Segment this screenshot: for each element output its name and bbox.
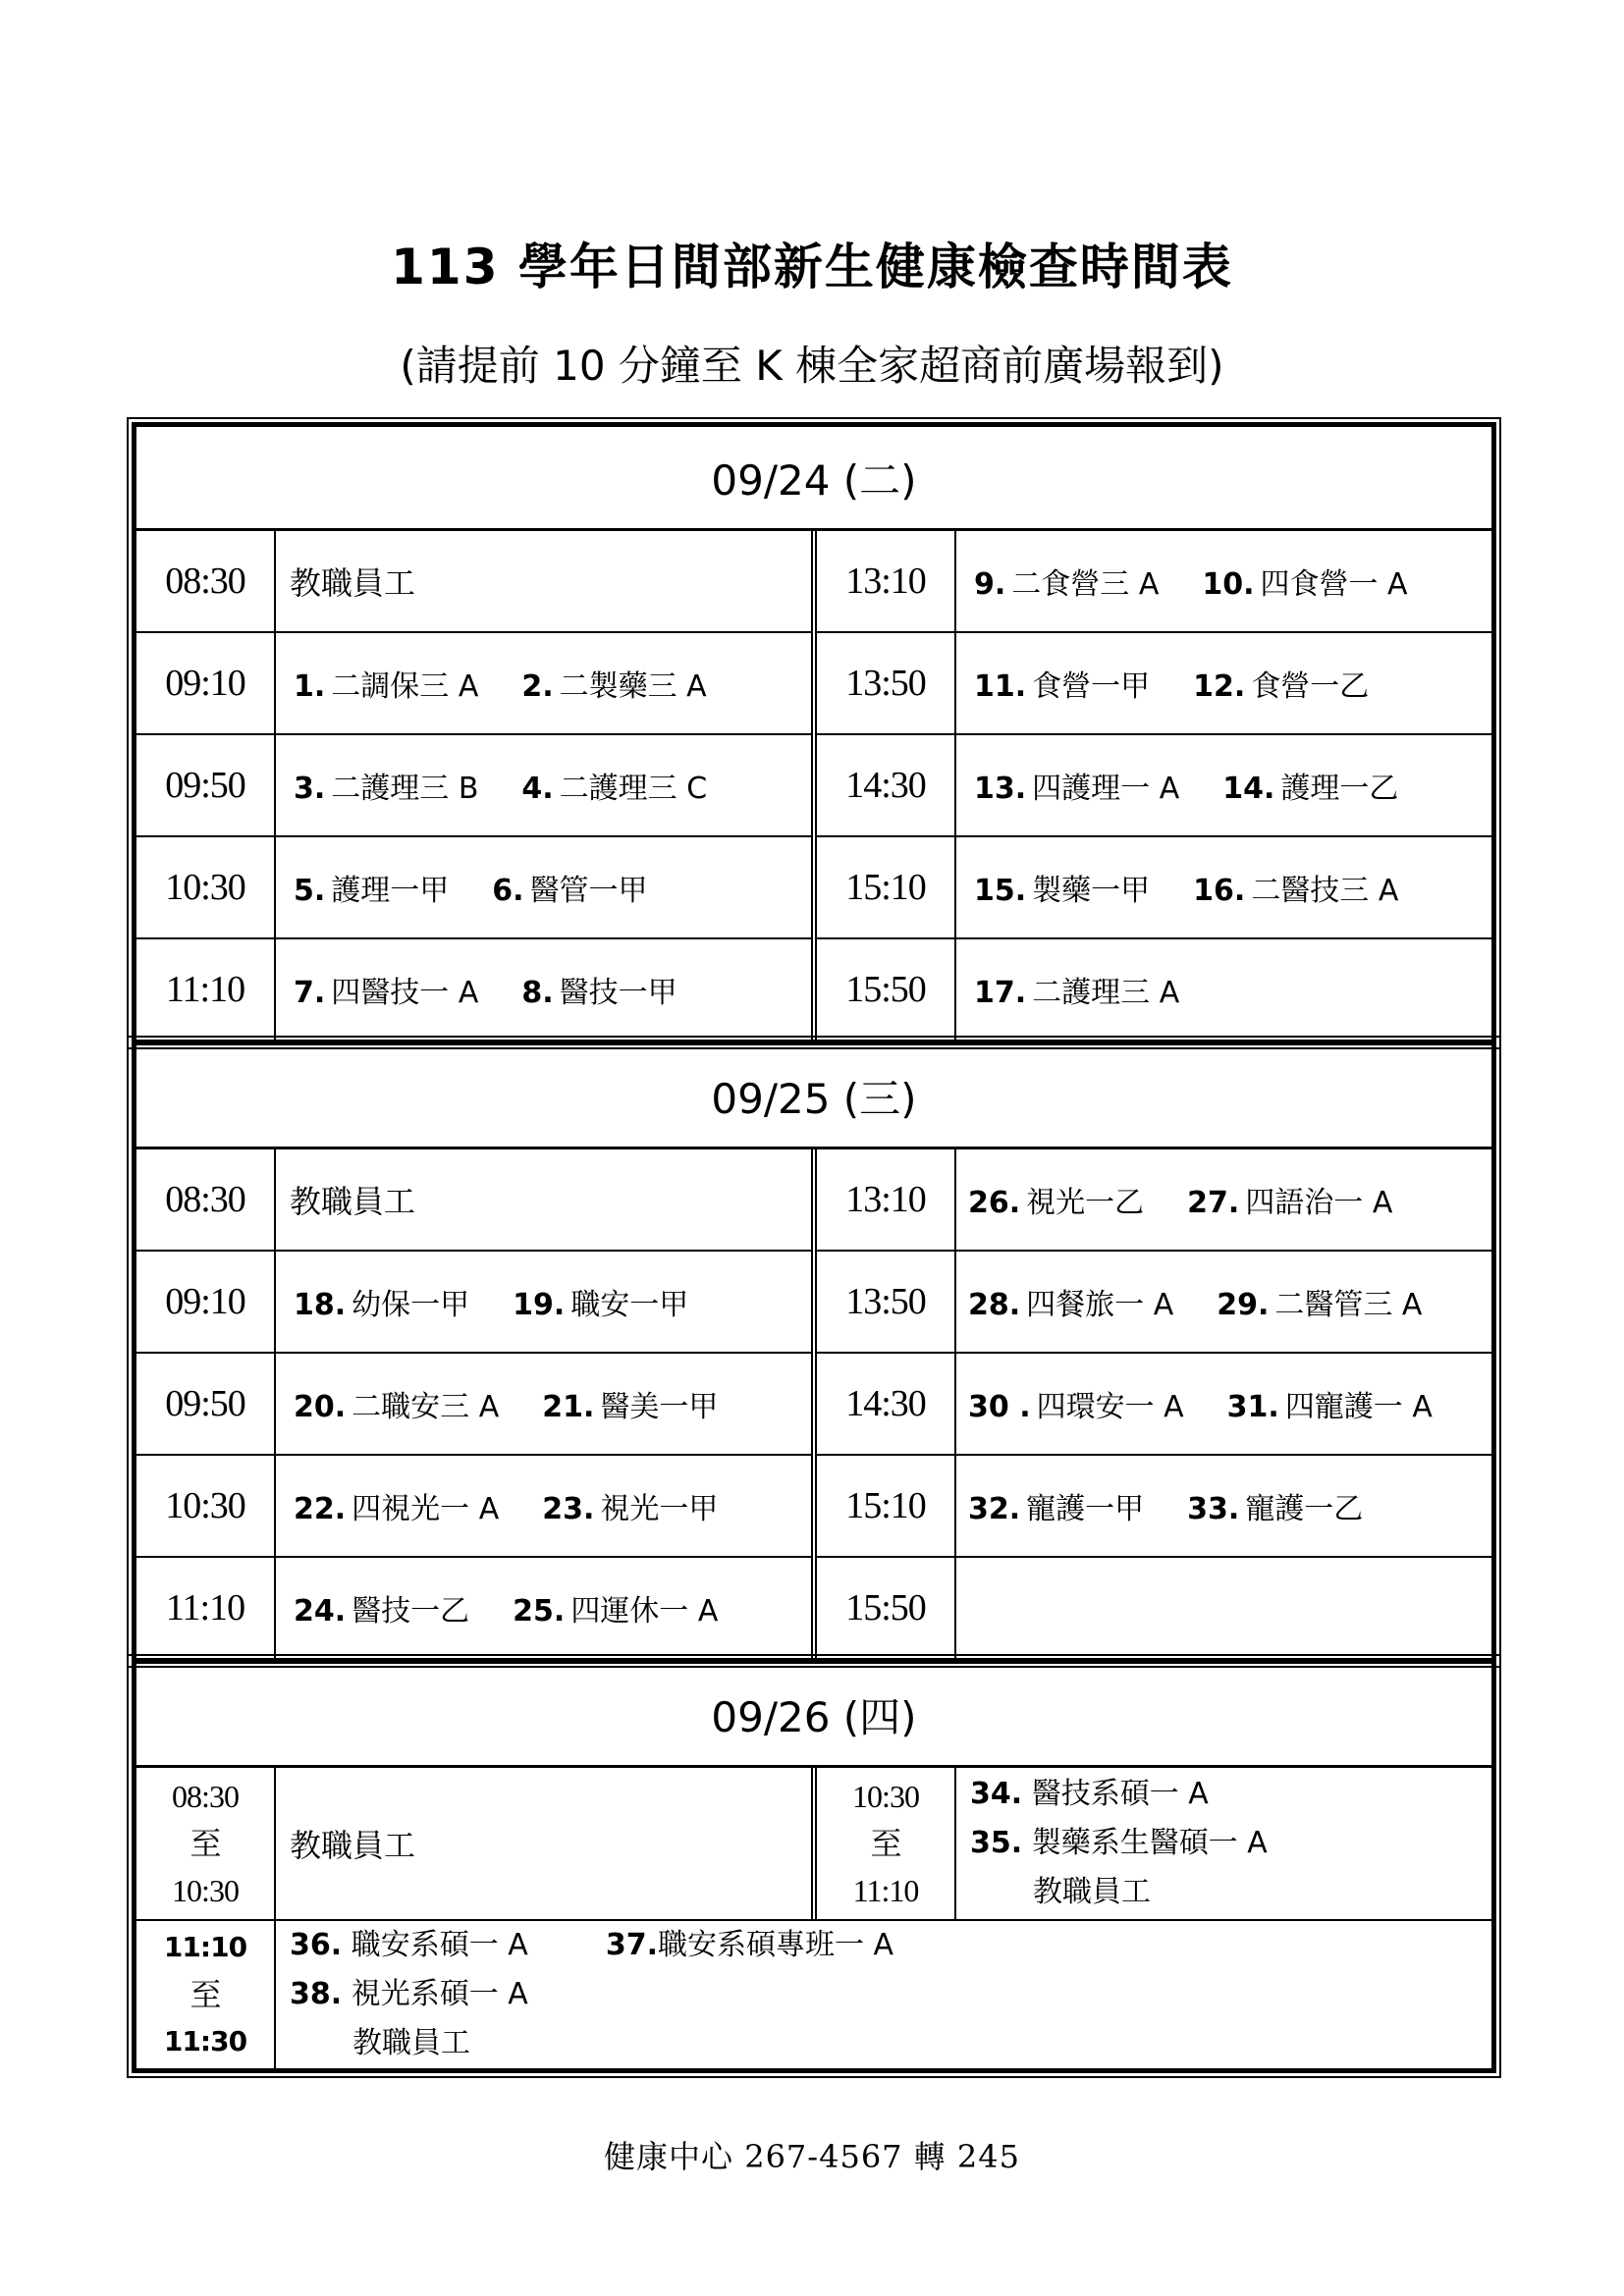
morning-column <box>136 531 817 1040</box>
day-header: 09/25 (三) <box>136 1045 1491 1149</box>
afternoon-column <box>817 531 1491 1040</box>
empty-slot <box>956 1558 1491 1658</box>
contact-footer: 健康中心 267-4567 轉 245 <box>604 2138 1020 2175</box>
time-slot: 08:30 <box>136 531 276 631</box>
schedule-row <box>817 633 1491 735</box>
time-slot: 13:10 <box>817 1149 956 1250</box>
page-subtitle: (請提前 10 分鐘至 K 棟全家超商前廣場報到) <box>400 342 1224 390</box>
schedule-row <box>817 1354 1491 1456</box>
class-entry: 26. 視光一乙 <box>968 1186 1145 1220</box>
time-slot: 09:50 <box>136 1354 276 1454</box>
class-entry: 36. 職安系碩一 A <box>290 1928 528 1962</box>
time-slot: 08:30 <box>136 1149 276 1250</box>
class-entry: 21. 醫美一甲 <box>542 1390 719 1424</box>
class-entry: 37.職安系碩專班一 A <box>605 1928 894 1962</box>
class-entry: 22. 四視光一 A <box>294 1492 500 1526</box>
class-entry: 9. 二食營三 A <box>974 567 1160 602</box>
time-slot: 15:50 <box>817 939 956 1040</box>
time-slot: 09:50 <box>136 735 276 835</box>
schedule-row <box>817 939 1491 1040</box>
class-entry: 8. 醫技一甲 <box>521 976 677 1010</box>
class-entry: 25. 四運休一 A <box>513 1594 719 1629</box>
afternoon-column <box>817 1149 1491 1658</box>
class-entry: 15. 製藥一甲 <box>974 874 1151 908</box>
day-header: 09/26 (四) <box>136 1664 1491 1768</box>
class-entry: 32. 寵護一甲 <box>968 1492 1145 1526</box>
late-block <box>136 1921 1491 2068</box>
class-entry: 3. 二護理三 B <box>294 772 479 806</box>
schedule-day-0924 <box>132 422 1496 1044</box>
time-slot: 14:30 <box>817 1354 956 1454</box>
time-slot: 10:30 <box>136 837 276 937</box>
schedule-row <box>817 1558 1491 1658</box>
class-entry: 7. 四醫技一 A <box>294 976 479 1010</box>
schedule-day-0925 <box>132 1041 1496 1663</box>
schedule-row <box>817 1252 1491 1354</box>
class-entry: 11. 食營一甲 <box>974 669 1151 704</box>
class-entry: 16. 二醫技三 A <box>1193 874 1399 908</box>
class-entry: 18. 幼保一甲 <box>294 1288 470 1322</box>
time-slot: 13:50 <box>817 1252 956 1352</box>
schedule-row <box>136 939 811 1040</box>
class-list <box>276 1921 1491 2068</box>
schedule-row <box>817 735 1491 837</box>
class-entry: 13. 四護理一 A <box>974 772 1180 806</box>
time-slot: 13:50 <box>817 633 956 733</box>
class-entry: 34. 醫技系碩一 A <box>970 1777 1209 1811</box>
schedule-row <box>817 531 1491 633</box>
time-range: 08:30 至 10:30 <box>136 1768 276 1919</box>
time-range: 11:10 至 11:30 <box>136 1921 276 2068</box>
staff-entry: 教職員工 <box>1033 1875 1151 1909</box>
midday-block <box>817 1768 1491 1919</box>
schedule-row <box>136 633 811 735</box>
class-entry: 4. 二護理三 C <box>521 772 708 806</box>
time-slot: 11:10 <box>136 939 276 1040</box>
staff-entry: 教職員工 <box>290 1183 416 1220</box>
time-slot: 09:10 <box>136 1252 276 1352</box>
class-entry: 23. 視光一甲 <box>542 1492 719 1526</box>
staff-entry: 教職員工 <box>352 2026 470 2060</box>
time-slot: 14:30 <box>817 735 956 835</box>
schedule-row <box>136 1354 811 1456</box>
class-entry: 17. 二護理三 A <box>974 976 1180 1010</box>
class-entry: 1. 二調保三 A <box>294 669 479 704</box>
class-entry: 29. 二醫管三 A <box>1217 1288 1423 1322</box>
class-entry: 27. 四語治一 A <box>1187 1186 1393 1220</box>
class-entry: 2. 二製藥三 A <box>521 669 707 704</box>
page-title: 113 學年日間部新生健康檢查時間表 <box>391 239 1233 295</box>
time-range: 10:30 至 11:10 <box>817 1768 956 1919</box>
class-entry: 6. 醫管一甲 <box>492 874 648 908</box>
time-slot: 10:30 <box>136 1456 276 1556</box>
class-entry: 14. 護理一乙 <box>1222 772 1399 806</box>
time-slot: 11:10 <box>136 1558 276 1658</box>
day-header: 09/24 (二) <box>136 427 1491 531</box>
time-slot: 15:10 <box>817 837 956 937</box>
class-entry: 35. 製藥系生醫碩一 A <box>970 1826 1268 1860</box>
class-entry: 38. 視光系碩一 A <box>290 1977 528 2011</box>
time-slot: 15:50 <box>817 1558 956 1658</box>
schedule-row <box>136 837 811 939</box>
morning-block <box>136 1768 817 1919</box>
morning-column <box>136 1149 817 1658</box>
schedule-row <box>136 1252 811 1354</box>
class-entry: 24. 醫技一乙 <box>294 1594 470 1629</box>
staff-entry: 教職員工 <box>290 1827 416 1864</box>
schedule-row <box>817 1456 1491 1558</box>
class-entry: 5. 護理一甲 <box>294 874 450 908</box>
class-list <box>956 1768 1491 1919</box>
time-slot: 09:10 <box>136 633 276 733</box>
schedule-row <box>136 531 811 633</box>
time-slot: 13:10 <box>817 531 956 631</box>
time-slot: 15:10 <box>817 1456 956 1556</box>
schedule-row <box>817 1149 1491 1252</box>
schedule-row <box>136 1558 811 1658</box>
staff-entry: 教職員工 <box>290 564 416 602</box>
schedule-row <box>817 837 1491 939</box>
schedule-row <box>136 1149 811 1252</box>
class-entry: 10. 四食營一 A <box>1202 567 1408 602</box>
class-entry: 12. 食營一乙 <box>1193 669 1370 704</box>
class-entry: 31. 四寵護一 A <box>1226 1390 1433 1424</box>
class-entry: 19. 職安一甲 <box>513 1288 689 1322</box>
schedule-row <box>136 735 811 837</box>
schedule-row <box>136 1456 811 1558</box>
class-entry: 33. 寵護一乙 <box>1187 1492 1364 1526</box>
class-entry: 28. 四餐旅一 A <box>968 1288 1174 1322</box>
class-entry: 30 . 四環安一 A <box>968 1390 1184 1424</box>
schedule-day-0926 <box>132 1659 1496 2073</box>
class-entry: 20. 二職安三 A <box>294 1390 500 1424</box>
